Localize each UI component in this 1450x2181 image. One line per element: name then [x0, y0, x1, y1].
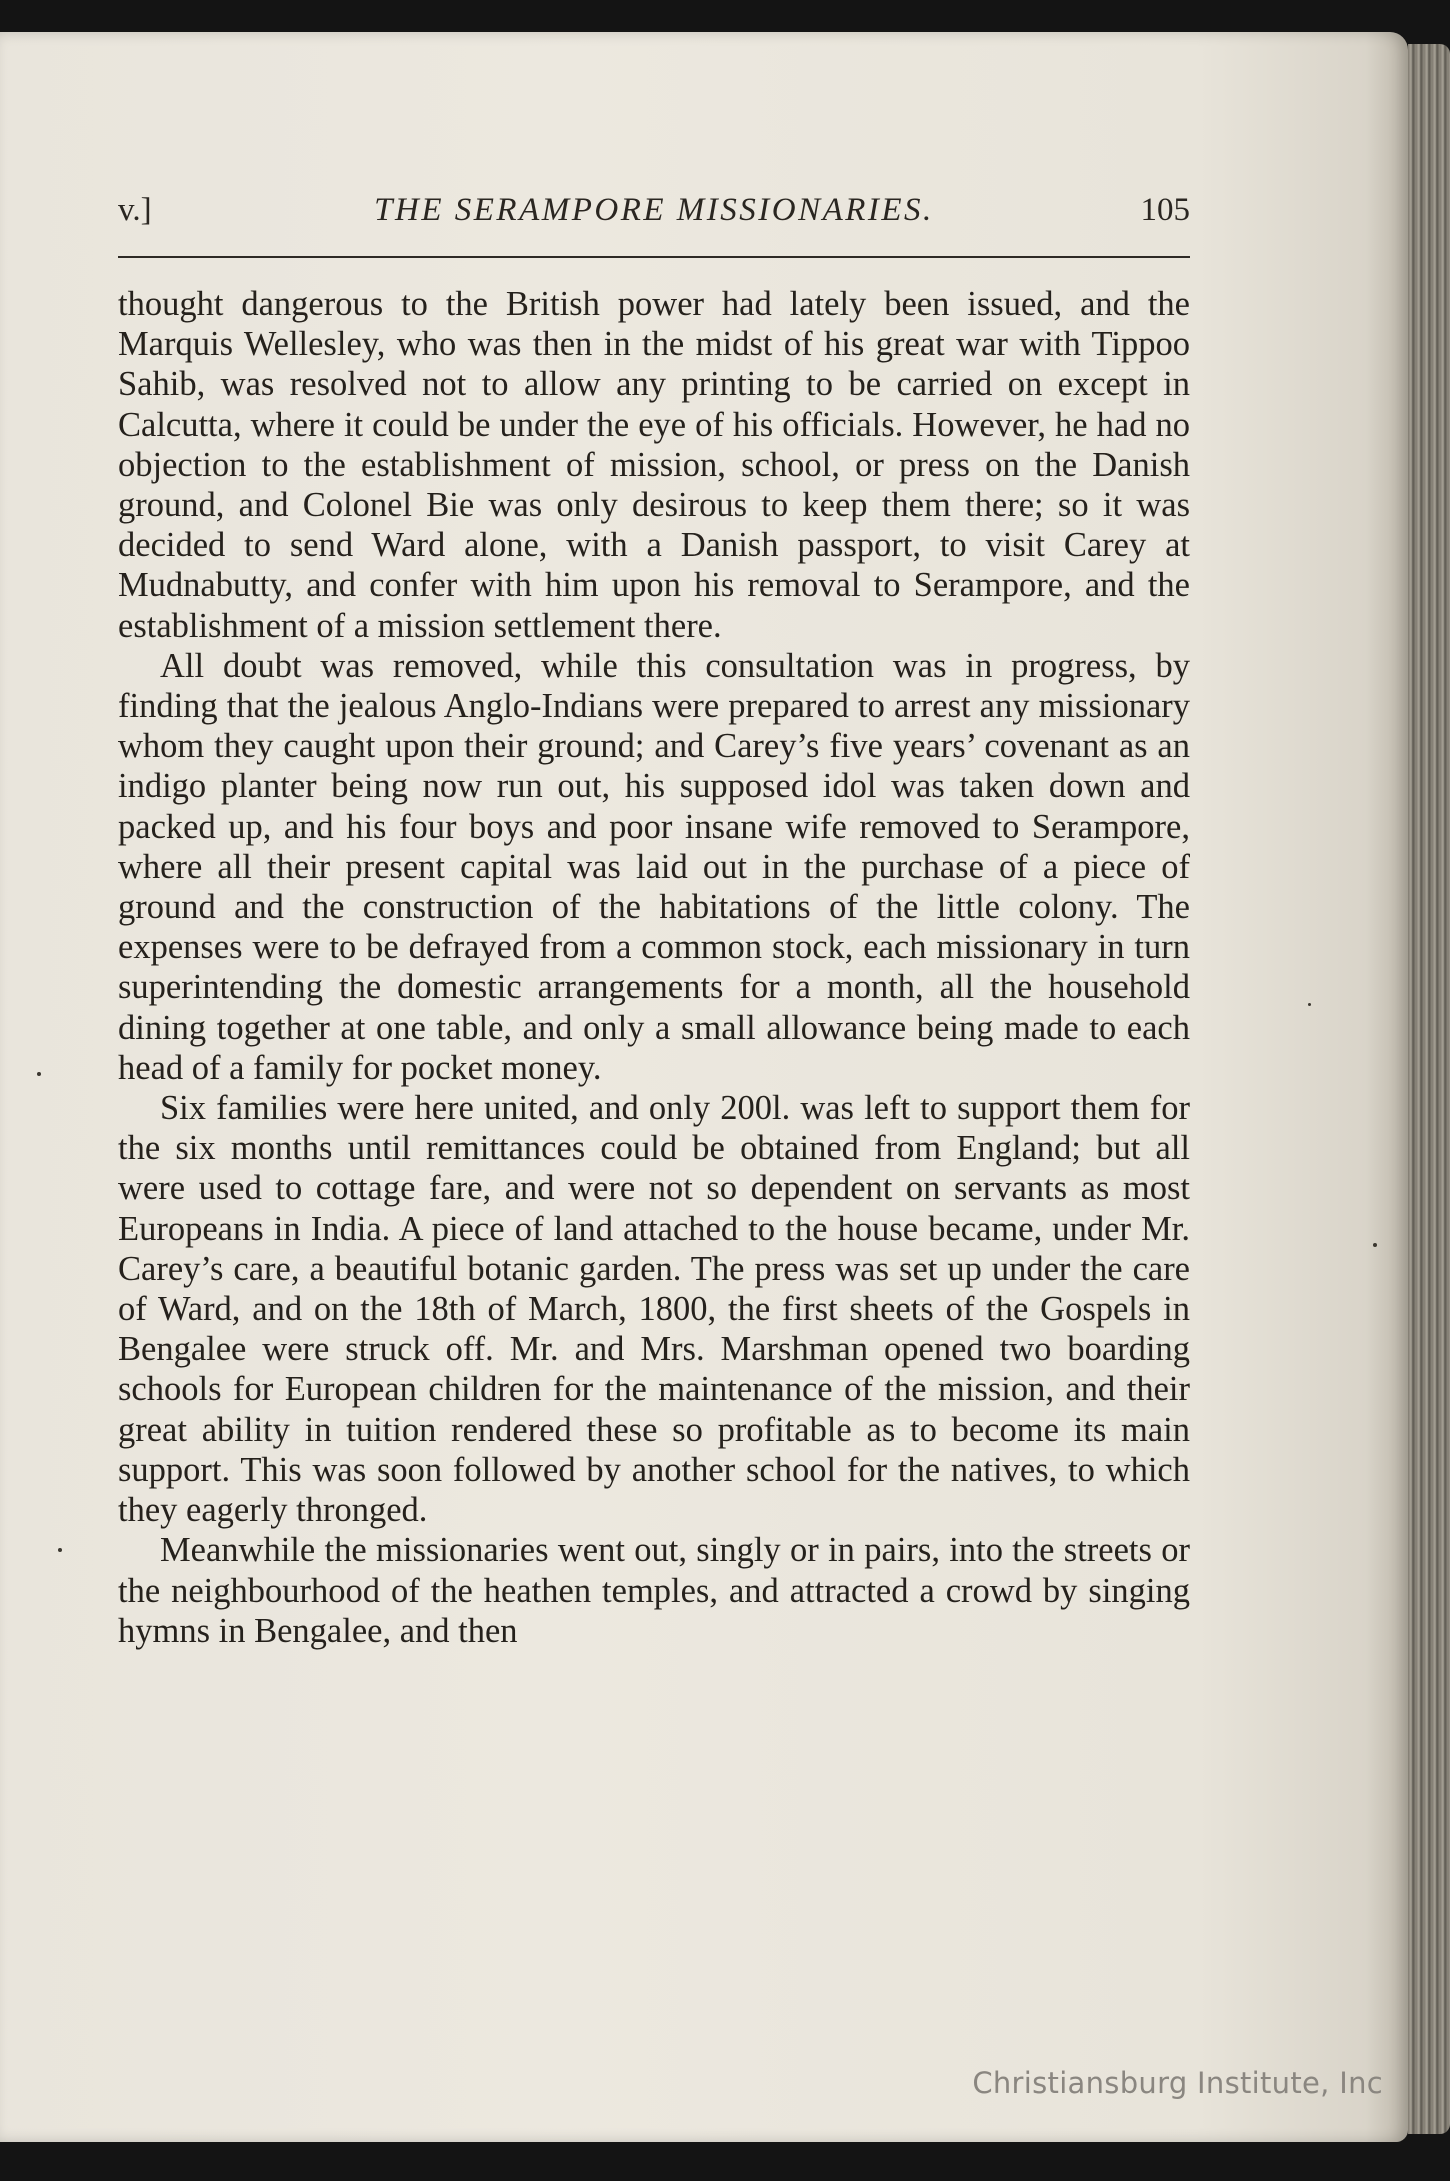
- page-number: 105: [1140, 192, 1190, 228]
- body-text: [118, 284, 1190, 1651]
- paragraph-4: Meanwhile the missionaries went out, singly or in pairs, into the streets or the neighbourhood of the heathen temples, and attracted a crowd by singing hymns in Bengalee, and then: [118, 1531, 1190, 1650]
- paper-speck: [1308, 1003, 1311, 1006]
- paper-speck: [1373, 1243, 1377, 1247]
- book-edge: [1408, 44, 1450, 2134]
- paragraph-2: All doubt was removed, while this consultation was in progress, by finding that the jealous Anglo-Indians were prepared to arrest any missionary whom they caught upon their ground; and Carey’s five years’ covenant as an indigo planter being now run out, his supposed idol was taken down and packed up, and his four boys and poor insane wife removed to Serampore, where all their present capital was laid out in the purchase of a piece of ground and the construction of the habitations of the little colony. The expenses were to be defrayed from a common stock, each missionary in turn superintending the domestic arrangements for a month, all the household dining together at one table, and only a small allowance being made to each head of a family for pocket money.: [118, 646, 1190, 1087]
- header-rule: [118, 256, 1190, 258]
- watermark: Christiansburg Institute, Inc: [972, 2066, 1383, 2100]
- paragraph-3: Six families were here united, and only 200l. was left to support them for the six months until remittances could be obtained from England; but all were used to cottage fare, and were not so dependent on servants as most Europeans in India. A piece of land attached to the house became, under Mr. Carey’s care, a beautiful botanic garden. The press was set up under the care of Ward, and on the 18th of March, 1800, the first sheets of the Gospels in Bengalee were struck off. Mr. and Mrs. Marshman opened two boarding schools for European children for the maintenance of the mission, and their great ability in tuition rendered these so profitable as to become its main support. This was soon followed by another school for the natives, to which they eagerly thronged.: [118, 1089, 1190, 1530]
- running-head: [118, 192, 1190, 242]
- chapter-marker: v.]: [118, 192, 152, 228]
- paragraph-1: thought dangerous to the British power had lately been issued, and the Marquis Wellesley, who was then in the midst of his great war with Tippoo Sahib, was resolved not to allow any printing to be carried on except in Calcutta, where it could be under the eye of his officials. However, he had no objection to the establishment of mission, school, or press on the Danish ground, and Colonel Bie was only desirous to keep them there; so it was decided to send Ward alone, with a Danish passport, to visit Carey at Mudnabutty, and confer with him upon his removal to Serampore, and the establishment of a mission settlement there.: [118, 285, 1190, 645]
- paper-speck: [58, 1548, 62, 1552]
- running-title: THE SERAMPORE MISSIONARIES.: [374, 192, 934, 228]
- paper-speck: [37, 1072, 41, 1076]
